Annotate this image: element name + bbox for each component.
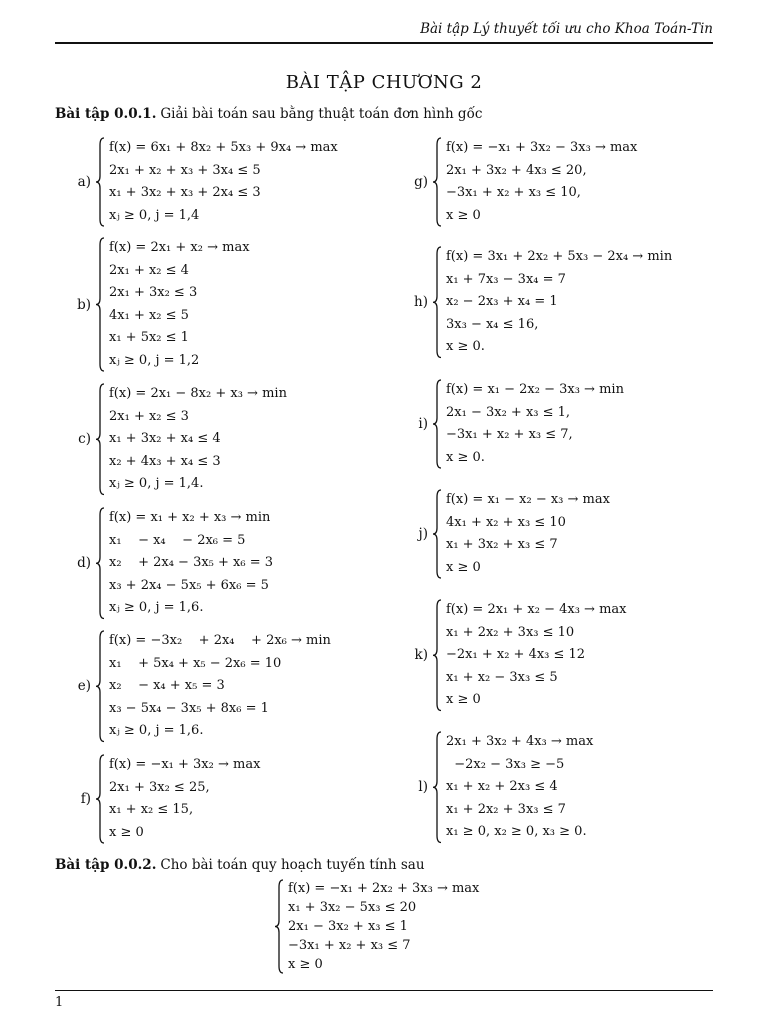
- equation-line: 4x₁ + x₂ ≤ 5: [109, 307, 189, 323]
- equation-line: x ≥ 0: [446, 559, 481, 575]
- equation-line: x₁ − x₄ − 2x₆ = 5: [109, 532, 246, 548]
- header-text: Bài tập Lý thuyết tối ưu cho Khoa Toán-Tin: [420, 21, 713, 37]
- problem-label: j): [418, 526, 428, 542]
- problem-a: [55, 137, 338, 227]
- equation-line: xⱼ ≥ 0, j = 1,2: [109, 352, 200, 368]
- problem-label: e): [77, 678, 91, 695]
- equation-line: x₁ + 3x₂ − 5x₃ ≤ 20: [288, 900, 417, 915]
- problem-i: [392, 379, 624, 469]
- problem-lines: [446, 246, 672, 359]
- equation-line: f(x) = 2x₁ − 8x₂ + x₃ → min: [109, 386, 287, 401]
- equation-line: f(x) = x₁ + x₂ + x₃ → min: [109, 510, 271, 525]
- exercise-1-heading: [55, 106, 482, 122]
- left-brace: [432, 731, 442, 844]
- equation-line: x₃ + 2x₄ − 5x₅ + 6x₆ = 5: [109, 577, 269, 593]
- left-brace: [95, 754, 105, 844]
- equation-line: −3x₁ + x₂ + x₃ ≤ 10,: [446, 185, 581, 200]
- problem-label: f): [80, 791, 91, 807]
- equation-line: x ≥ 0.: [446, 339, 485, 354]
- problem-lines: [109, 630, 331, 743]
- equation-line: 3x₃ − x₄ ≤ 16,: [446, 316, 539, 332]
- equation-line: xⱼ ≥ 0, j = 1,6.: [109, 723, 204, 738]
- equation-line: −3x₁ + x₂ + x₃ ≤ 7: [288, 938, 411, 953]
- problem-e: [55, 630, 331, 743]
- equation-line: x₂ + 4x₃ + x₄ ≤ 3: [109, 453, 221, 469]
- equation-line: f(x) = −x₁ + 3x₂ → max: [109, 757, 261, 772]
- equation-line: 2x₁ − 3x₂ + x₃ ≤ 1: [288, 919, 408, 934]
- equation-line: −2x₁ + x₂ + 4x₃ ≤ 12: [446, 647, 586, 662]
- left-brace: [432, 599, 442, 712]
- equation-line: x₁ + 2x₂ + 3x₃ ≤ 10: [446, 624, 575, 640]
- equation-line: x₂ − 2x₃ + x₄ = 1: [446, 294, 558, 309]
- equation-line: x ≥ 0: [446, 692, 481, 707]
- equation-line: x₁ + x₂ ≤ 15,: [109, 802, 194, 817]
- problem-label: d): [77, 555, 91, 572]
- equation-line: x₁ + 3x₂ + x₃ + 2x₄ ≤ 3: [109, 185, 261, 200]
- equation-line: 2x₁ + 3x₂ + 4x₃ → max: [446, 734, 594, 749]
- problem-d: [55, 507, 273, 620]
- problem-lines: [109, 237, 250, 372]
- equation-line: x₁ + 3x₂ + x₄ ≤ 4: [109, 431, 221, 446]
- equation-line: x₃ − 5x₄ − 3x₅ + 8x₆ = 1: [109, 700, 269, 716]
- problem-k: [392, 599, 627, 712]
- equation-line: f(x) = x₁ − x₂ − x₃ → max: [446, 492, 610, 507]
- problem-b: [55, 237, 250, 372]
- equation-line: x₁ + 5x₂ ≤ 1: [109, 330, 189, 345]
- problem-lines: [109, 754, 260, 844]
- equation-line: f(x) = −x₁ + 2x₂ + 3x₃ → max: [288, 881, 480, 896]
- problem-label: l): [418, 779, 428, 796]
- exercise-1-text: Giải bài toán sau bằng thuật toán đơn hình gốc: [160, 106, 483, 122]
- left-brace: [95, 137, 105, 227]
- equation-line: x₁ + x₂ + 2x₃ ≤ 4: [446, 779, 558, 794]
- equation-line: f(x) = x₁ − 2x₂ − 3x₃ → min: [446, 382, 624, 397]
- equation-line: x₁ + 7x₃ − 3x₄ = 7: [446, 271, 566, 287]
- problem-f: [55, 754, 260, 844]
- page-number: 1: [55, 995, 64, 1010]
- problem-label: h): [414, 294, 428, 311]
- left-brace: [432, 137, 442, 227]
- equation-line: f(x) = 2x₁ + x₂ → max: [109, 240, 250, 255]
- equation-line: x₁ ≥ 0, x₂ ≥ 0, x₃ ≥ 0.: [446, 824, 587, 839]
- left-brace: [432, 379, 442, 469]
- equation-line: x₁ + 5x₄ + x₅ − 2x₆ = 10: [109, 655, 282, 671]
- problem-label: c): [78, 431, 91, 448]
- left-brace: [95, 237, 105, 372]
- problem-lines: [446, 599, 627, 712]
- equation-line: x₁ + 2x₂ + 3x₃ ≤ 7: [446, 801, 566, 817]
- equation-line: f(x) = −3x₂ + 2x₄ + 2x₆ → min: [109, 633, 331, 648]
- problem-label: g): [414, 174, 428, 190]
- left-brace: [95, 630, 105, 743]
- left-brace: [95, 507, 105, 620]
- equation-line: 4x₁ + x₂ + x₃ ≤ 10: [446, 514, 566, 530]
- exercise-2-text: Cho bài toán quy hoạch tuyến tính sau: [160, 857, 425, 873]
- problem-h: [392, 246, 672, 359]
- left-brace: [95, 383, 105, 496]
- equation-line: −3x₁ + x₂ + x₃ ≤ 7,: [446, 427, 573, 442]
- problem-label: i): [418, 416, 428, 432]
- left-brace: [432, 246, 442, 359]
- equation-line: 2x₁ + 3x₂ ≤ 25,: [109, 779, 210, 795]
- equation-line: 2x₁ + 3x₂ + 4x₃ ≤ 20,: [446, 162, 587, 178]
- equation-line: xⱼ ≥ 0, j = 1,4: [109, 207, 200, 223]
- problem-label: b): [77, 296, 91, 313]
- problem-lines: [446, 489, 610, 579]
- problem-exercise-2: [234, 879, 479, 974]
- equation-line: 2x₁ + x₂ + x₃ + 3x₄ ≤ 5: [109, 162, 261, 178]
- equation-line: f(x) = 6x₁ + 8x₂ + 5x₃ + 9x₄ → max: [109, 140, 338, 155]
- problem-c: [55, 383, 287, 496]
- equation-line: x₁ + x₂ − 3x₃ ≤ 5: [446, 669, 558, 685]
- problem-lines: [109, 383, 287, 496]
- equation-line: x ≥ 0: [109, 824, 144, 840]
- equation-line: x₂ + 2x₄ − 3x₅ + x₆ = 3: [109, 555, 274, 570]
- chapter-title: BÀI TẬP CHƯƠNG 2: [285, 72, 483, 93]
- problem-j: [392, 489, 610, 579]
- problem-lines: [446, 137, 637, 227]
- problem-lines: [288, 879, 479, 974]
- equation-line: f(x) = 3x₁ + 2x₂ + 5x₃ − 2x₄ → min: [446, 249, 673, 264]
- equation-line: xⱼ ≥ 0, j = 1,4.: [109, 476, 204, 491]
- problem-lines: [446, 379, 624, 469]
- problem-g: [392, 137, 637, 227]
- problem-label: k): [414, 647, 428, 664]
- equation-line: 2x₁ + x₂ ≤ 3: [109, 408, 189, 424]
- equation-line: x ≥ 0.: [446, 449, 485, 465]
- page-header: [55, 18, 713, 44]
- problem-label: a): [77, 174, 91, 190]
- equation-line: 2x₁ + 3x₂ ≤ 3: [109, 285, 198, 300]
- page-footer: [55, 990, 713, 1010]
- equation-line: 2x₁ − 3x₂ + x₃ ≤ 1,: [446, 404, 571, 420]
- problem-lines: [109, 507, 273, 620]
- equation-line: f(x) = 2x₁ + x₂ − 4x₃ → max: [446, 602, 627, 617]
- problem-l: [392, 731, 593, 844]
- equation-line: x₁ + 3x₂ + x₃ ≤ 7: [446, 537, 558, 552]
- equation-line: −2x₂ − 3x₃ ≥ −5: [446, 756, 565, 772]
- equation-line: x ≥ 0: [446, 207, 481, 223]
- equation-line: x₂ − x₄ + x₅ = 3: [109, 678, 225, 693]
- equation-line: x ≥ 0: [288, 957, 323, 972]
- left-brace: [274, 879, 284, 974]
- exercise-1-label: Bài tập 0.0.1.: [55, 106, 157, 122]
- equation-line: xⱼ ≥ 0, j = 1,6.: [109, 600, 204, 615]
- exercise-2-heading: [55, 857, 425, 873]
- problem-lines: [109, 137, 338, 227]
- equation-line: f(x) = −x₁ + 3x₂ − 3x₃ → max: [446, 140, 638, 155]
- problem-lines: [446, 731, 593, 844]
- left-brace: [432, 489, 442, 579]
- equation-line: 2x₁ + x₂ ≤ 4: [109, 262, 189, 278]
- exercise-2-label: Bài tập 0.0.2.: [55, 857, 157, 873]
